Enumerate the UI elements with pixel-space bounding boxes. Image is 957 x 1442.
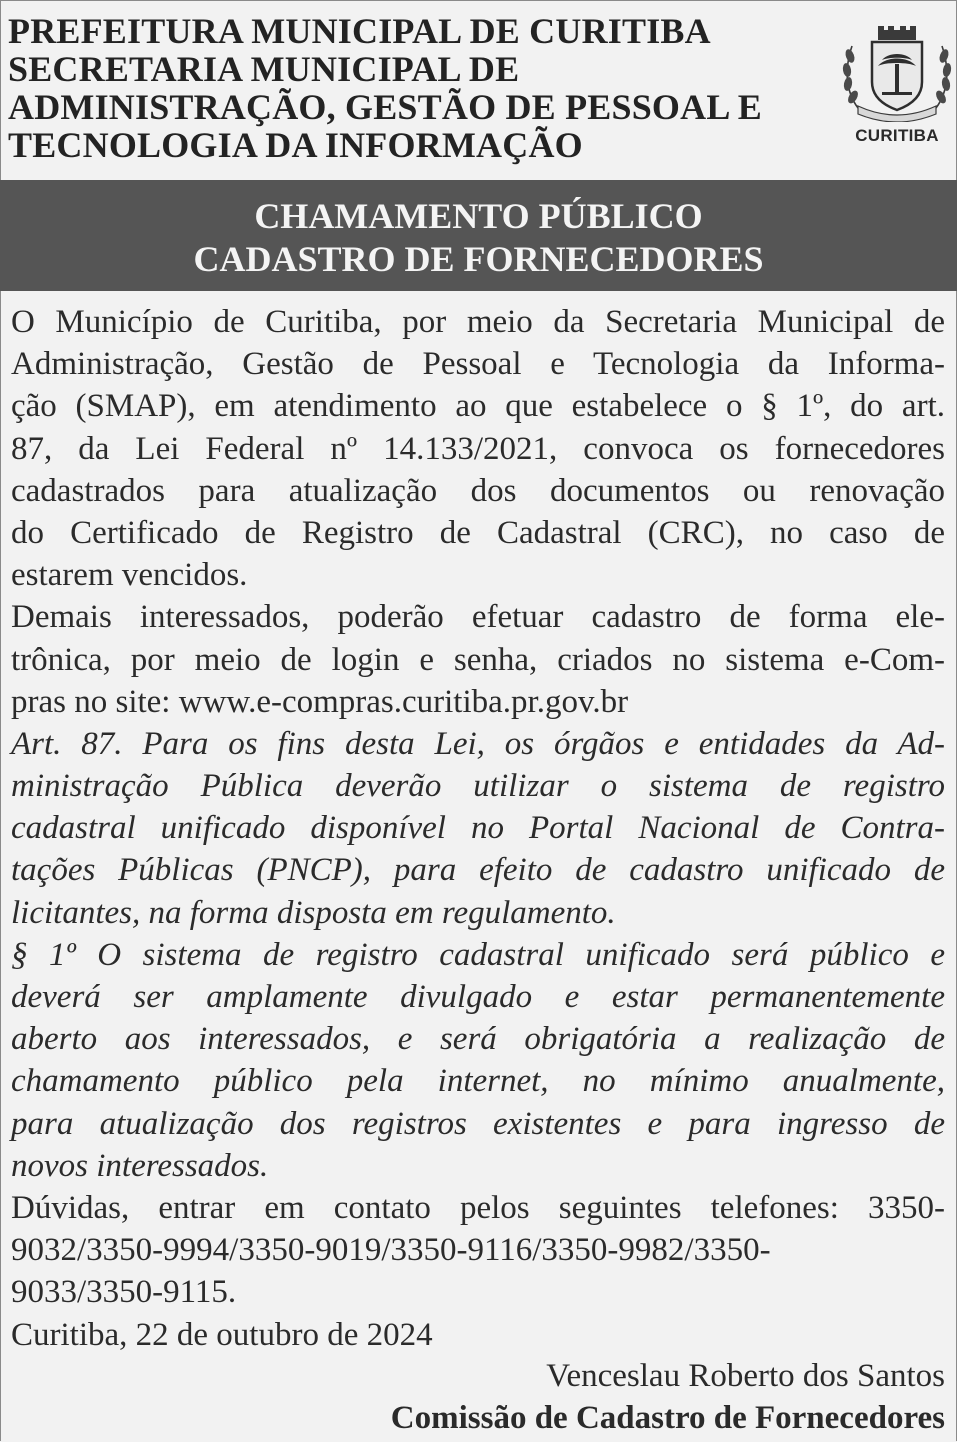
text-line: 87, da Lei Federal nº 14.133/2021, convoca os fornecedores: [11, 430, 945, 467]
paragraph-contact: [11, 1187, 945, 1314]
notice-header: [0, 0, 957, 180]
text-line: 9033/3350-9115.: [11, 1274, 237, 1311]
organization-name: [8, 12, 838, 164]
org-line: PREFEITURA MUNICIPAL DE CURITIBA: [8, 11, 711, 51]
org-line: ADMINISTRAÇÃO, GESTÃO DE PESSOAL E: [8, 87, 762, 127]
date-line: Curitiba, 22 de outubro de 2024: [11, 1316, 433, 1353]
text-line: O Município de Curitiba, por meio da Secretaria Municipal de: [11, 304, 945, 340]
notice-body: [11, 301, 945, 1356]
text-line: 9032/3350-9994/3350-9019/3350-9116/3350-9982/3350-: [11, 1232, 771, 1269]
text-line: cadastral unificado disponível no Portal Nacional de Contra-: [11, 810, 945, 847]
paragraph-registration: [11, 596, 945, 723]
title-banner: [0, 180, 957, 291]
text-line: Administração, Gestão de Pessoal e Tecnologia da Informa-: [11, 346, 945, 383]
text-line: pras no site: www.e-compras.curitiba.pr.gov.br: [11, 683, 629, 720]
org-line: TECNOLOGIA DA INFORMAÇÃO: [8, 125, 583, 165]
text-line: aberto aos interessados, e será obrigatória a realização de: [11, 1021, 945, 1058]
text-line: ção (SMAP), em atendimento ao que estabelece o § 1º, do art.: [11, 388, 945, 425]
text-line: ministração Pública deverão utilizar o sistema de registro: [11, 768, 945, 805]
text-line: cadastrados para atualização dos documentos ou renovação: [11, 472, 945, 509]
text-line: § 1º O sistema de registro cadastral unificado será público e: [11, 936, 945, 973]
text-line: licitantes, na forma disposta em regulamento.: [11, 894, 616, 931]
text-line: Demais interessados, poderão efetuar cadastro de forma ele-: [11, 599, 945, 636]
text-line: do Certificado de Registro de Cadastral (CRC), no caso de: [11, 514, 945, 551]
logo-wordmark: CURITIBA: [855, 126, 939, 145]
text-line: novos interessados.: [11, 1147, 269, 1184]
banner-title: CHAMAMENTO PÚBLICO: [254, 196, 703, 236]
text-line: tações Públicas (PNCP), para efeito de cadastro unificado de: [11, 852, 945, 889]
signatory-organization: Comissão de Cadastro de Fornecedores: [390, 1400, 945, 1436]
text-line: trônica, por meio de login e senha, criados no sistema e-Com-: [11, 641, 945, 678]
text-line: estarem vencidos.: [11, 557, 248, 594]
text-line: para atualização dos registros existentes e para ingresso de: [11, 1105, 945, 1142]
text-line: chamamento público pela internet, no mínimo anualmente,: [11, 1063, 945, 1100]
text-line: Art. 87. Para os fins desta Lei, os órgãos e entidades da Ad-: [11, 725, 945, 762]
text-line: deverá ser amplamente divulgado e estar permanentemente: [11, 979, 945, 1015]
paragraph-convocation: [11, 301, 945, 596]
banner-subtitle: CADASTRO DE FORNECEDORES: [193, 239, 764, 279]
curitiba-coat-of-arms-icon: [838, 26, 956, 122]
paragraph-article-87: [11, 723, 945, 934]
text-line: Dúvidas, entrar em contato pelos seguintes telefones: 3350-: [11, 1189, 945, 1226]
org-line: SECRETARIA MUNICIPAL DE: [8, 49, 520, 89]
paragraph-section-1: [11, 934, 945, 1187]
curitiba-logo: [838, 26, 956, 156]
signatory-name: Venceslau Roberto dos Santos: [546, 1358, 945, 1394]
